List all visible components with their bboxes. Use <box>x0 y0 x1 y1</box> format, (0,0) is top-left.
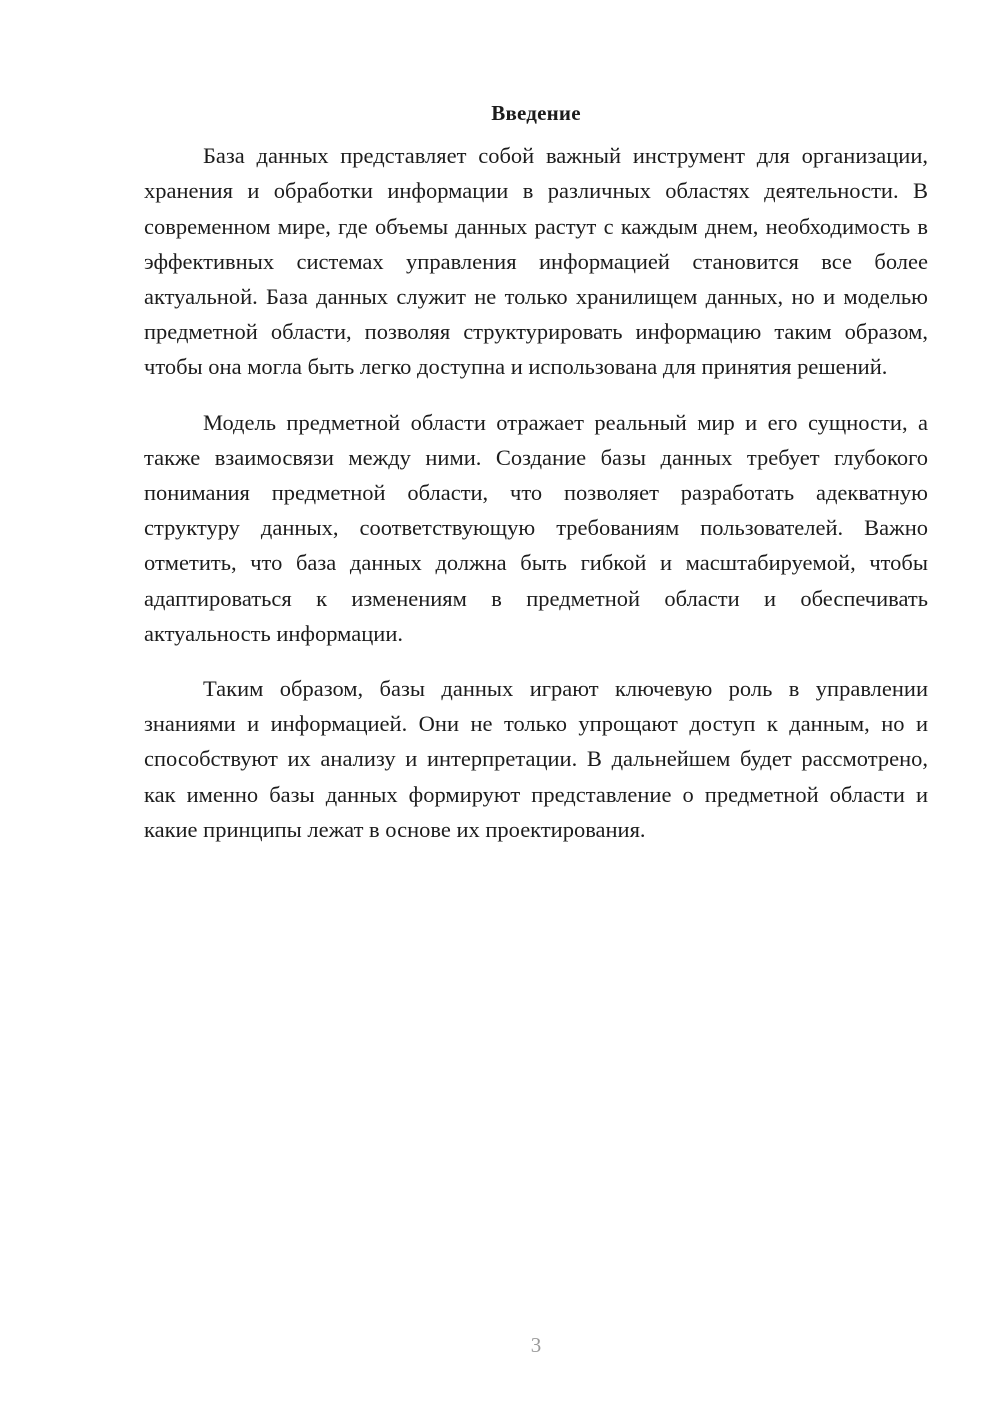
paragraph-1: База данных представляет собой важный инструмент для организации, хранения и обработки информации в различных областях деятельности. В современном мире, где объемы данных растут с каждым днем, необходимость в эффективных системах управления информацией становится все более актуальной. База данных служит не только хранилищем данных, но и моделью предметной области, позволяя структурировать информацию таким образом, чтобы она могла быть легко доступна и использована для принятия решений. <box>144 143 928 380</box>
page-content <box>144 96 928 867</box>
paragraph-2: Модель предметной области отражает реальный мир и его сущности, а также взаимосвязи между ними. Создание базы данных требует глубокого понимания предметной области, что позволяет разработать адекватную структуру данных, соответствующую требованиям пользователей. Важно отметить, что база данных должна быть гибкой и масштабируемой, чтобы адаптироваться к изменениям в предметной области и обеспечивать актуальность информации. <box>144 409 928 646</box>
paragraph-3: Таким образом, базы данных играют ключевую роль в управлении знаниями и информацией. Они не только упрощают доступ к данным, но и способствуют их анализу и интерпретации. В дальнейшем будет рассмотрено, как именно базы данных формируют представление о предметной области и какие принципы лежат в основе их проектирования. <box>144 676 928 842</box>
page-number: 3 <box>530 1333 542 1357</box>
section-title: Введение <box>491 101 581 125</box>
